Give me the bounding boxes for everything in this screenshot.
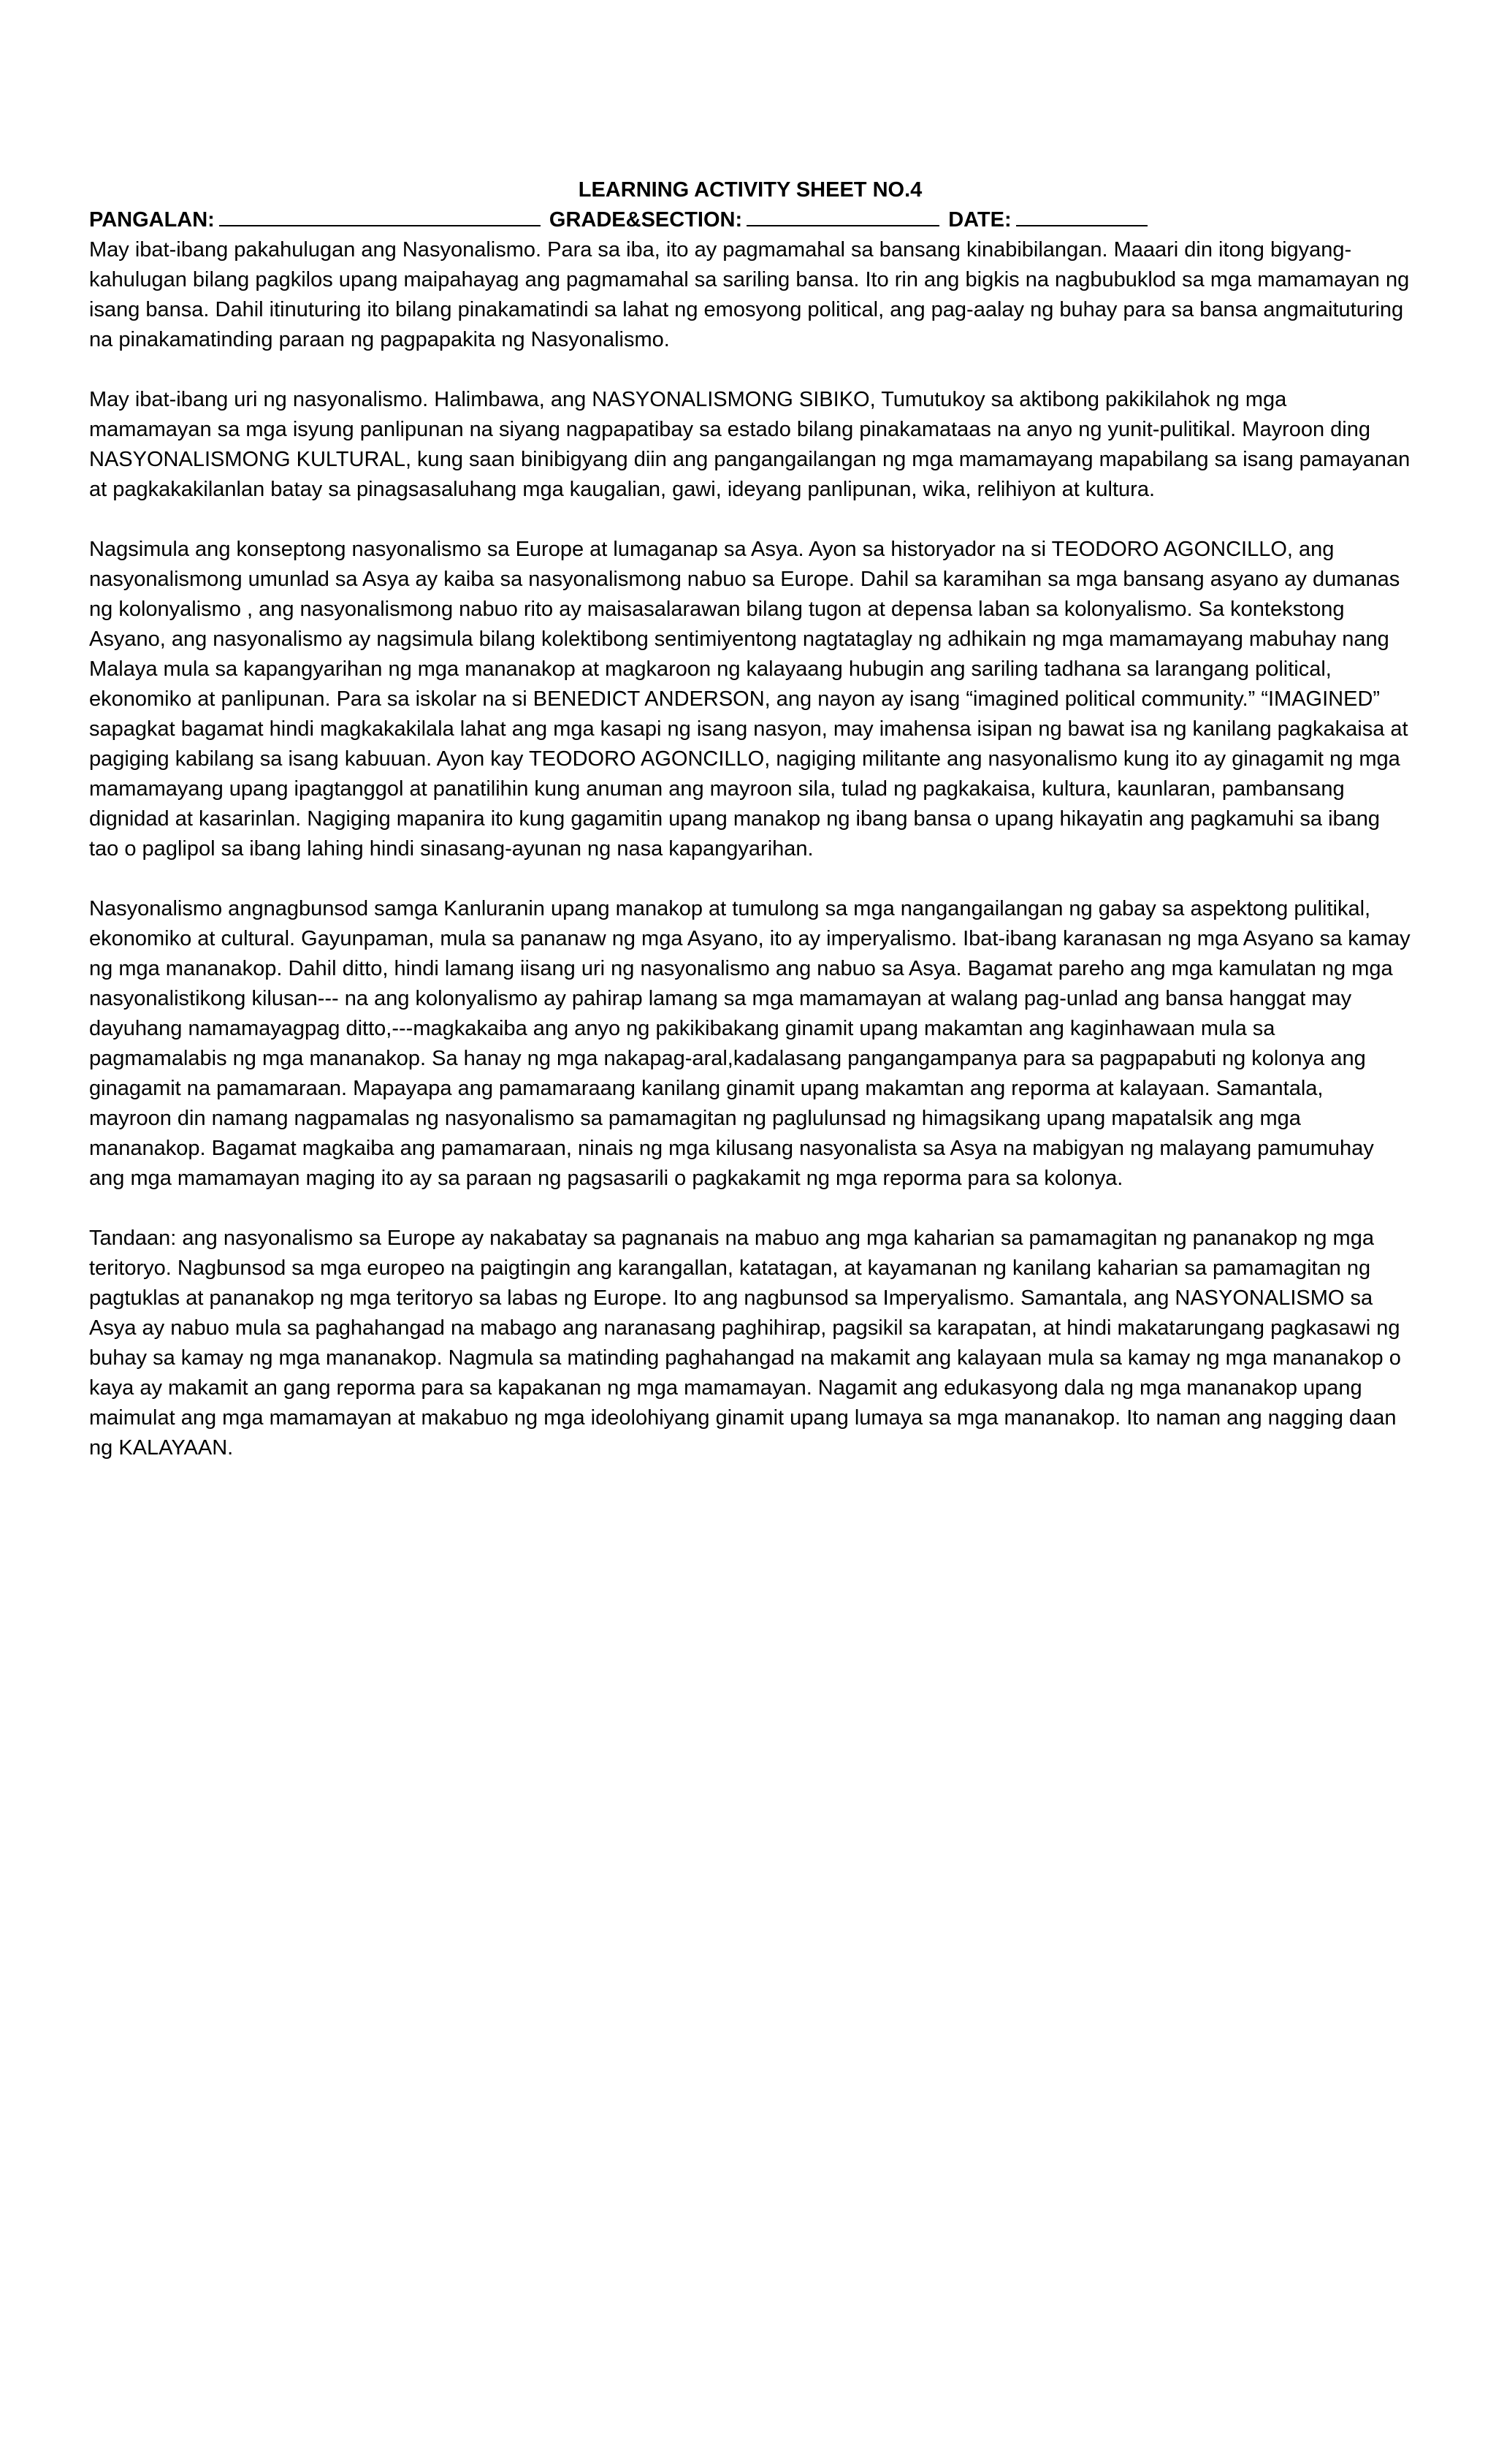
header-fields (89, 205, 1411, 235)
sheet-title: LEARNING ACTIVITY SHEET NO.4 (578, 178, 923, 202)
paragraph-types: May ibat-ibang uri ng nasyonalismo. Halimbawa, ang NASYONALISMONG SIBIKO, Tumutukoy sa aktibong pakikilahok ng mga mamamayan sa mga isyung panlipunan na siyang nagpapatibay sa estado bilang pinakamataas na anyo ng yunit-pulitikal. Mayroon ding NASYONALISMONG KULTURAL, kung saan binibigyang diin ang pangangailangan ng mga mamamayang mapabilang sa isang pamayanan at pagkakakilanlan batay sa pinagsasaluhang mga kaugalian, gawi, ideyang panlipunan, wika, relihiyon at kultura. (89, 388, 1411, 501)
name-blank[interactable] (219, 207, 541, 226)
paragraph-origins: Nagsimula ang konseptong nasyonalismo sa Europe at lumaganap sa Asya. Ayon sa historyador na si TEODORO AGONCILLO, ang nasyonalismong umunlad sa Asya ay kaiba sa nasyonalismong nabuo sa Europe. Dahil sa karamihan sa mga bansang asyano ay dumanas ng kolonyalismo , ang nasyonalismong nabuo rito ay maisasalarawan bilang tugon at depensa laban sa kolonyalismo. Sa kontekstong Asyano, ang nasyonalismo ay nagsimula bilang kolektibong sentimiyentong nagtataglay ng adhikain ng mga mamamayang mabuhay nang Malaya mula sa kapangyarihan ng mga mananakop at magkaroon ng kalayaang hubugin ang sariling tadhana sa larangang political, ekonomiko at panlipunan. Para sa iskolar na si BENEDICT ANDERSON, ang nayon ay isang “imagined political community.” “IMAGINED” sapagkat bagamat hindi magkakakilala lahat ang mga kasapi ng isang nasyon, may imahensa isipan ng bawat isa ng kanilang pagkakaisa at pagiging kabilang sa isang kabuuan. Ayon kay TEODORO AGONCILLO, nagiging militante ang nasyonalismo kung ito ay ginagamit ng mga mamamayang upang ipagtanggol at panatilihin kung anuman ang mayroon sila, tulad ng pagkakaisa, kultura, kaunlaran, pambansang dignidad at kasarinlan. Nagiging mapanira ito kung gagamitin upang manakop ng ibang bansa o upang hikayatin ang pagkamuhi sa ibang tao o paglipol sa ibang lahing hindi sinasang-ayunan ng nasa kapangyarihan. (89, 538, 1408, 861)
date-label: DATE: (948, 208, 1012, 232)
grade-section-blank[interactable] (747, 207, 939, 226)
paragraph-remember: Tandaan: ang nasyonalismo sa Europe ay nakabatay sa pagnanais na mabuo ang mga kaharian sa pamamagitan ng pananakop ng mga teritoryo. Nagbunsod sa mga europeo na paigtingin ang karangallan, katatagan, at kayamanan ng kanilang kaharian sa pamamagitan ng pagtuklas at pananakop ng mga teritoryo sa labas ng Europe. Ito ang nagbunsod sa Imperyalismo. Samantala, ang NASYONALISMO sa Asya ay nabuo mula sa paghahangad na mabago ang naranasang paghihirap, pagsikil sa karapatan, at hindi makatarungang pagkasawi ng buhay sa kamay ng mga mananakop. Nagmula sa matinding paghahangad na makamit ang kalayaan mula sa kamay ng mga mananakop o kaya ay makamit an gang reporma para sa kapakanan ng mga mamamayan. Nagamit ang edukasyong dala ng mga mananakop upang maimulat ang mga mamamayan at makabuo ng mga ideolohiyang ginamit upang lumaya sa mga mananakop. Ito naman ang nagging daan ng KALAYAAN. (89, 1227, 1401, 1460)
date-blank[interactable] (1016, 207, 1148, 226)
name-label: PANGALAN: (89, 208, 215, 232)
activity-sheet-page (89, 175, 1411, 1493)
paragraph-definition: May ibat-ibang pakahulugan ang Nasyonalismo. Para sa iba, ito ay pagmamahal sa bansang kinabibilangan. Maaari din itong bigyang-kahulugan bilang pagkilos upang maipahayag ang pagmamahal sa sariling bansa. Ito rin ang bigkis na nagbubuklod sa mga mamamayan ng isang bansa. Dahil itinuturing ito bilang pinakamatindi sa lahat ng emosyong political, ang pag-aalay ng buhay para sa bansa angmaituturing na pinakamatinding paraan ng pagpapakita ng Nasyonalismo. (89, 238, 1410, 351)
paragraph-imperialism: Nasyonalismo angnagbunsod samga Kanluranin upang manakop at tumulong sa mga nangangailangan ng gabay sa aspektong pulitikal, ekonomiko at cultural. Gayunpaman, mula sa pananaw ng mga Asyano, ito ay imperyalismo. Ibat-ibang karanasan ng mga Asyano sa kamay ng mga mananakop. Dahil ditto, hindi lamang iisang uri ng nasyonalismo ang nabuo sa Asya. Bagamat pareho ang mga kamulatan ng mga nasyonalistikong kilusan--- na ang kolonyalismo ay pahirap lamang sa mga mamamayan at walang pag-unlad ang bansa hanggat may dayuhang namamayagpag ditto,---magkakaiba ang anyo ng pakikibakang ginamit upang makamtan ang kaginhawaan mula sa pagmamalabis ng mga mananakop. Sa hanay ng mga nakapag-aral,kadalasang pangangampanya para sa pagpapabuti ng kolonya ang ginagamit na pamamaraan. Mapayapa ang pamamaraang kanilang ginamit upang makamtan ang reporma at kalayaan. Samantala, mayroon din namang nagpamalas ng nasyonalismo sa pamamagitan ng paglulunsad ng himagsikang upang mapatalsik ang mga mananakop. Bagamat magkaiba ang pamamaraan, ninais ng mga kilusang nasyonalista sa Asya na mabigyan ng malayang pamumuhay ang mga mamamayan maging ito ay sa paraan ng pagsasarili o pagkakamit ng mga reporma para sa kolonya. (89, 897, 1411, 1190)
grade-section-label: GRADE&SECTION: (549, 208, 743, 232)
